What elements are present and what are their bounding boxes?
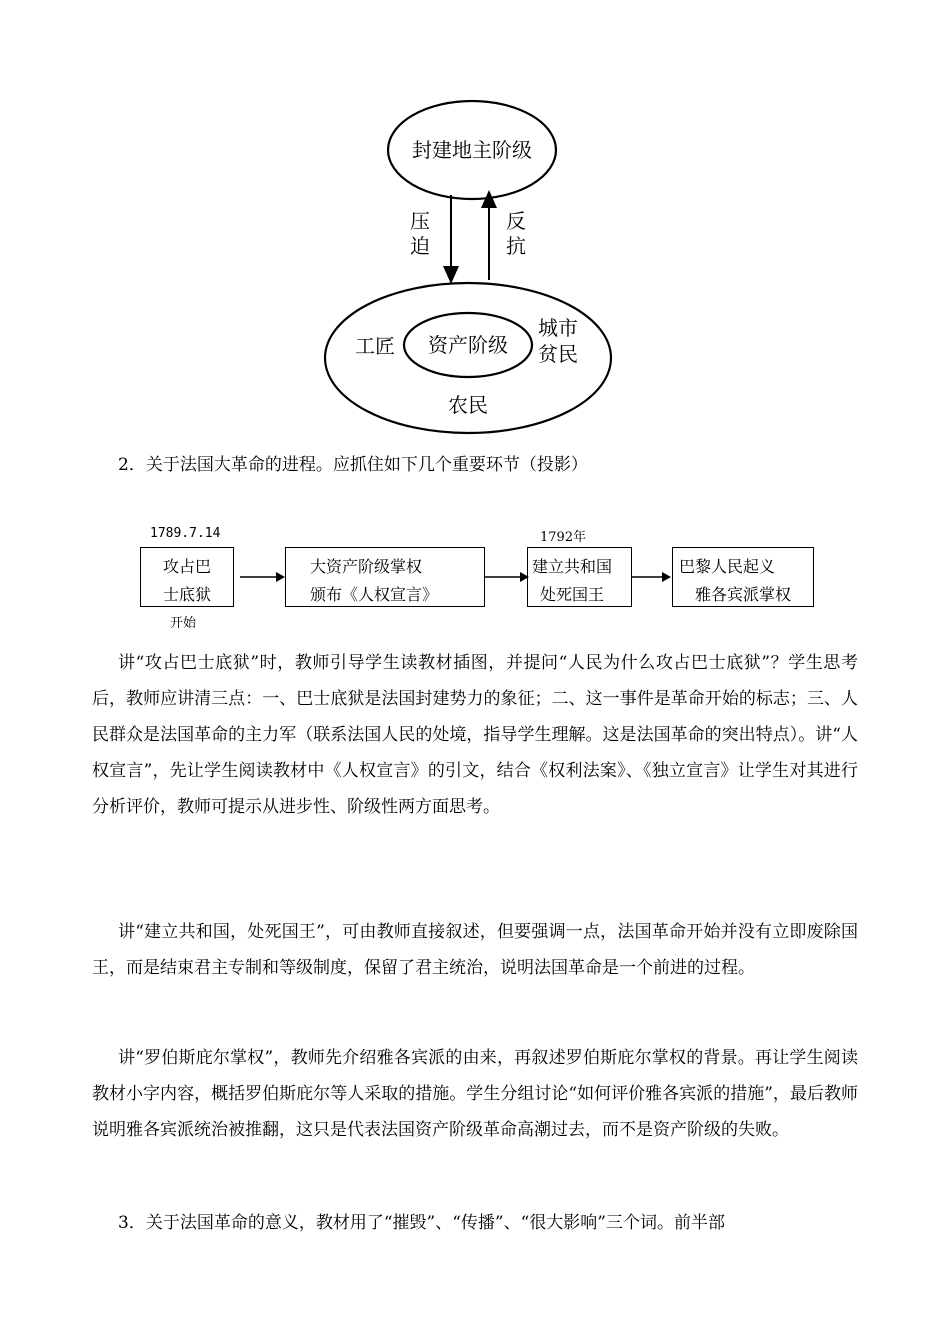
oppression-label-1: 压 xyxy=(410,209,430,233)
step-3-line-2: 处死国王 xyxy=(540,585,605,604)
step-1-note: 开始 xyxy=(170,616,197,631)
arrow-right-icon xyxy=(632,570,672,584)
oppression-label-2: 迫 xyxy=(410,234,430,258)
step-2-box xyxy=(285,547,485,607)
step-4-box xyxy=(672,547,814,607)
bourgeoisie-label: 资产阶级 xyxy=(428,333,508,357)
urban-poor-label-1: 城市 xyxy=(538,316,578,340)
step-1-box xyxy=(140,547,234,607)
paragraph-bastille: 讲“攻占巴士底狱”时，教师引导学生读教材插图，并提问“人民为什么攻占巴士底狱”？学生思考后，教师应讲清三点：一、巴士底狱是法国封建势力的象征；二、这一事件是革命开始的标志；三、人民群众是法国革命的主力军（联系法国人民的处境，指导学生理解。这是法国革命的突出特点）。讲“人权宣言”，先让学生阅读教材中《人权宣言》的引文，结合《权利法案》、《独立宣言》让学生对其进行分析评价，教师可提示从进步性、阶级性两方面思考。 xyxy=(92,653,858,817)
feudal-class-label: 封建地主阶级 xyxy=(412,138,532,162)
step-4-line-1: 巴黎人民起义 xyxy=(679,557,776,576)
section-2-heading: 2．关于法国大革命的进程。应抓住如下几个重要环节（投影） xyxy=(118,455,588,475)
peasants-label: 农民 xyxy=(448,393,488,417)
step-1-line-1: 攻占巴 xyxy=(163,557,212,576)
urban-poor-label-2: 贫民 xyxy=(538,342,578,366)
class-relations-diagram xyxy=(320,95,640,440)
arrow-right-icon xyxy=(484,570,530,584)
step-2-line-1: 大资产阶级掌权 xyxy=(310,557,423,576)
step-4-line-2: 雅各宾派掌权 xyxy=(695,585,792,604)
resistance-label-2: 抗 xyxy=(506,234,526,258)
paragraph-republic: 讲“建立共和国，处死国王”，可由教师直接叙述，但要强调一点，法国革命开始并没有立即废除国王，而是结束君主专制和等级制度，保留了君主统治，说明法国革命是一个前进的过程。 xyxy=(92,922,858,978)
step-3-line-1: 建立共和国 xyxy=(532,557,613,576)
resistance-label-1: 反 xyxy=(506,209,526,233)
artisans-label: 工匠 xyxy=(355,334,395,358)
arrow-right-icon xyxy=(240,570,286,584)
step-1-date: 1789.7.14 xyxy=(150,526,221,541)
step-3-date: 1792年 xyxy=(540,530,587,545)
step-1-line-2: 士底狱 xyxy=(163,585,212,604)
step-3-box xyxy=(527,547,632,607)
paragraph-robespierre: 讲“罗伯斯庇尔掌权”，教师先介绍雅各宾派的由来，再叙述罗伯斯庇尔掌权的背景。再让学生阅读教材小字内容，概括罗伯斯庇尔等人采取的措施。学生分组讨论“如何评价雅各宾派的措施”，最后教师说明雅各宾派统治被推翻，这只是代表法国资产阶级革命高潮过去，而不是资产阶级的失败。 xyxy=(92,1048,858,1140)
paragraph-significance: 3．关于法国革命的意义，教材用了“摧毁”、“传播”、“很大影响”三个词。前半部 xyxy=(118,1213,725,1233)
step-2-line-2: 颁布《人权宣言》 xyxy=(310,585,439,604)
